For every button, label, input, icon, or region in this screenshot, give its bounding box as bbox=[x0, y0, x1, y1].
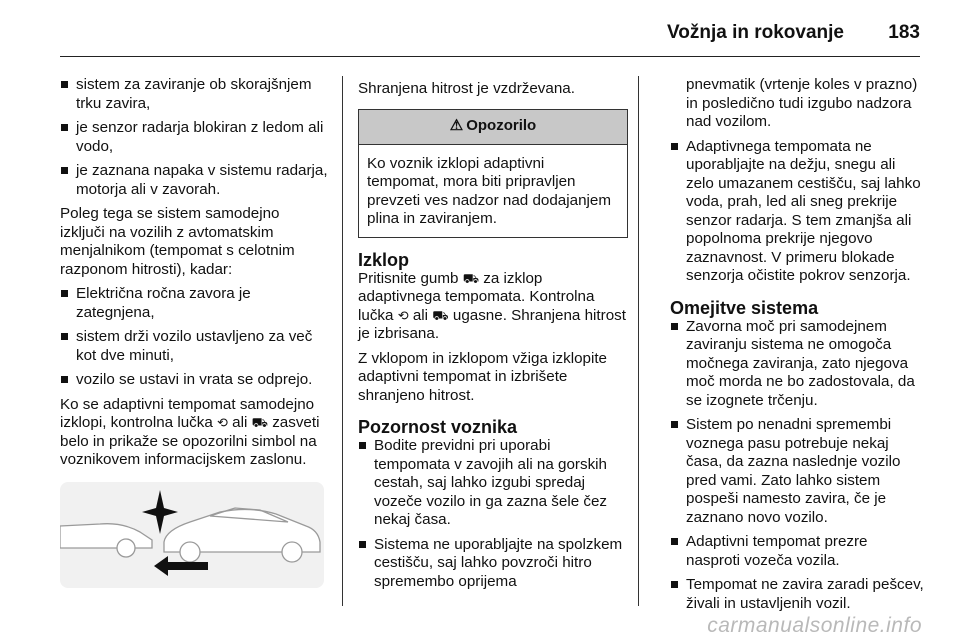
paragraph: Z vklopom in izklopom vžiga izklopite adaptivni tempomat in izbrišete shranjeno hitrost. bbox=[358, 349, 607, 404]
list-item: Električna ročna zavora je zategnjena, bbox=[60, 285, 328, 322]
page-header bbox=[60, 14, 920, 57]
warning-body: Ko voznik izklopi adaptivni tempomat, mora biti pripravljen prevzeti ves nadzor nad dodajanjem plina in zaviranjem. bbox=[367, 154, 611, 227]
paragraph bbox=[358, 270, 628, 344]
warning-box bbox=[358, 109, 628, 238]
list-item: je senzor radarja blokiran z ledom ali vodo, bbox=[60, 119, 328, 156]
watermark: carmanualsonline.info bbox=[707, 614, 922, 637]
list-item: Zavorna moč pri samodejnem zaviranju sistema ne omogoča močnega zaviranja, zato njegova moč morda ne bo zadostovala, da se izognete trčenju. bbox=[670, 318, 924, 411]
section-title: Vožnja in rokovanje bbox=[666, 22, 844, 43]
paragraph bbox=[60, 396, 328, 470]
column-3 bbox=[670, 76, 924, 619]
adaptive-cruise-indicator-icon: ⛟ bbox=[432, 307, 449, 323]
page-number: 183 bbox=[888, 22, 920, 43]
paragraph-text: Pritisnite gumb bbox=[358, 269, 459, 287]
paragraph-text: za izklop adaptivnega tempomata. Kontrolna lučka bbox=[358, 269, 595, 324]
list-item: sistem drži vozilo ustavljeno za več kot dve minuti, bbox=[60, 328, 328, 365]
list-item: Sistema ne uporabljajte na spolzkem cestišču, saj lahko povzroči hitro spremembo oprijema bbox=[358, 536, 628, 592]
column-1 bbox=[60, 76, 328, 476]
heading-izklop: Izklop bbox=[358, 249, 410, 270]
paragraph-text: ali bbox=[412, 306, 429, 324]
warning-header bbox=[359, 110, 627, 145]
heading-pozornost: Pozornost voznika bbox=[358, 417, 518, 437]
paragraph-text: ali bbox=[232, 414, 248, 431]
list-item: je zaznana napaka v sistemu radarja, motorja ali v zavorah. bbox=[60, 162, 328, 199]
adaptive-cruise-indicator-icon: ⛟ bbox=[251, 415, 268, 430]
column-2 bbox=[358, 80, 628, 597]
paragraph-text: zasveti belo in prikaže se opozorilni simbol na voznikovem informacijskem zaslonu. bbox=[60, 414, 320, 468]
adaptive-cruise-button-icon: ⛟ bbox=[462, 270, 480, 286]
column-divider bbox=[638, 76, 639, 606]
column-divider bbox=[342, 76, 343, 606]
paragraph-text: Ko se adaptivni tempomat samodejno izklopi, kontrolna lučka bbox=[60, 395, 315, 431]
car-collision-illustration-svg bbox=[60, 482, 324, 588]
paragraph-text: ugasne. Shranjena hitrost je izbrisana. bbox=[358, 306, 626, 342]
paragraph: pnevmatik (vrtenje koles v prazno) in posledično tudi izgubo nadzora nad vozilom. bbox=[686, 76, 918, 130]
list-item: vozilo se ustavi in vrata se odprejo. bbox=[60, 371, 328, 390]
cruise-control-indicator-icon: ⟲ bbox=[397, 307, 409, 323]
list-item: Adaptivni tempomat prezre nasproti vozeča vozila. bbox=[670, 533, 924, 570]
car-collision-illustration bbox=[60, 482, 324, 588]
heading-omejitve: Omejitve sistema bbox=[670, 297, 819, 318]
list-item: Sistem po nenadni spremembi voznega pasu potrebuje nekaj časa, da zazna naslednje vozilo pred vami. Zato lahko sistem pospeši namesto zavira, če je zaznano novo vozilo. bbox=[670, 416, 924, 527]
list-item: Tempomat ne zavira zaradi pešcev, živali in ustavljenih vozil. bbox=[670, 576, 924, 613]
warning-title: Opozorilo bbox=[466, 117, 537, 135]
list-item: sistem za zaviranje ob skorajšnjem trku zavira, bbox=[60, 76, 328, 113]
cruise-control-indicator-icon: ⟲ bbox=[217, 415, 228, 430]
paragraph: Shranjena hitrost je vzdrževana. bbox=[358, 80, 575, 97]
list-item: Adaptivnega tempomata ne uporabljajte na dežju, snegu ali zelo umazanem cestišču, saj lahko voda, prah, led ali sneg prekrije senzor radarja. S tem zmanjša ali popolnoma prekrije njegovo zaznavnost. V primeru blokade senzorja očistite pokrov senzorja. bbox=[670, 138, 924, 286]
list-item: Bodite previdni pri uporabi tempomata v zavojih ali na gorskih cestah, saj lahko izgubi spredaj vozeče vozilo in ga zazna šele čez nekaj časa. bbox=[358, 437, 628, 530]
paragraph: Poleg tega se sistem samodejno izključi na vozilih z avtomatskim menjalnikom (tempomat s celotnim razponom hitrosti), kadar: bbox=[60, 205, 295, 278]
warning-triangle-icon: ⚠ bbox=[449, 117, 464, 135]
